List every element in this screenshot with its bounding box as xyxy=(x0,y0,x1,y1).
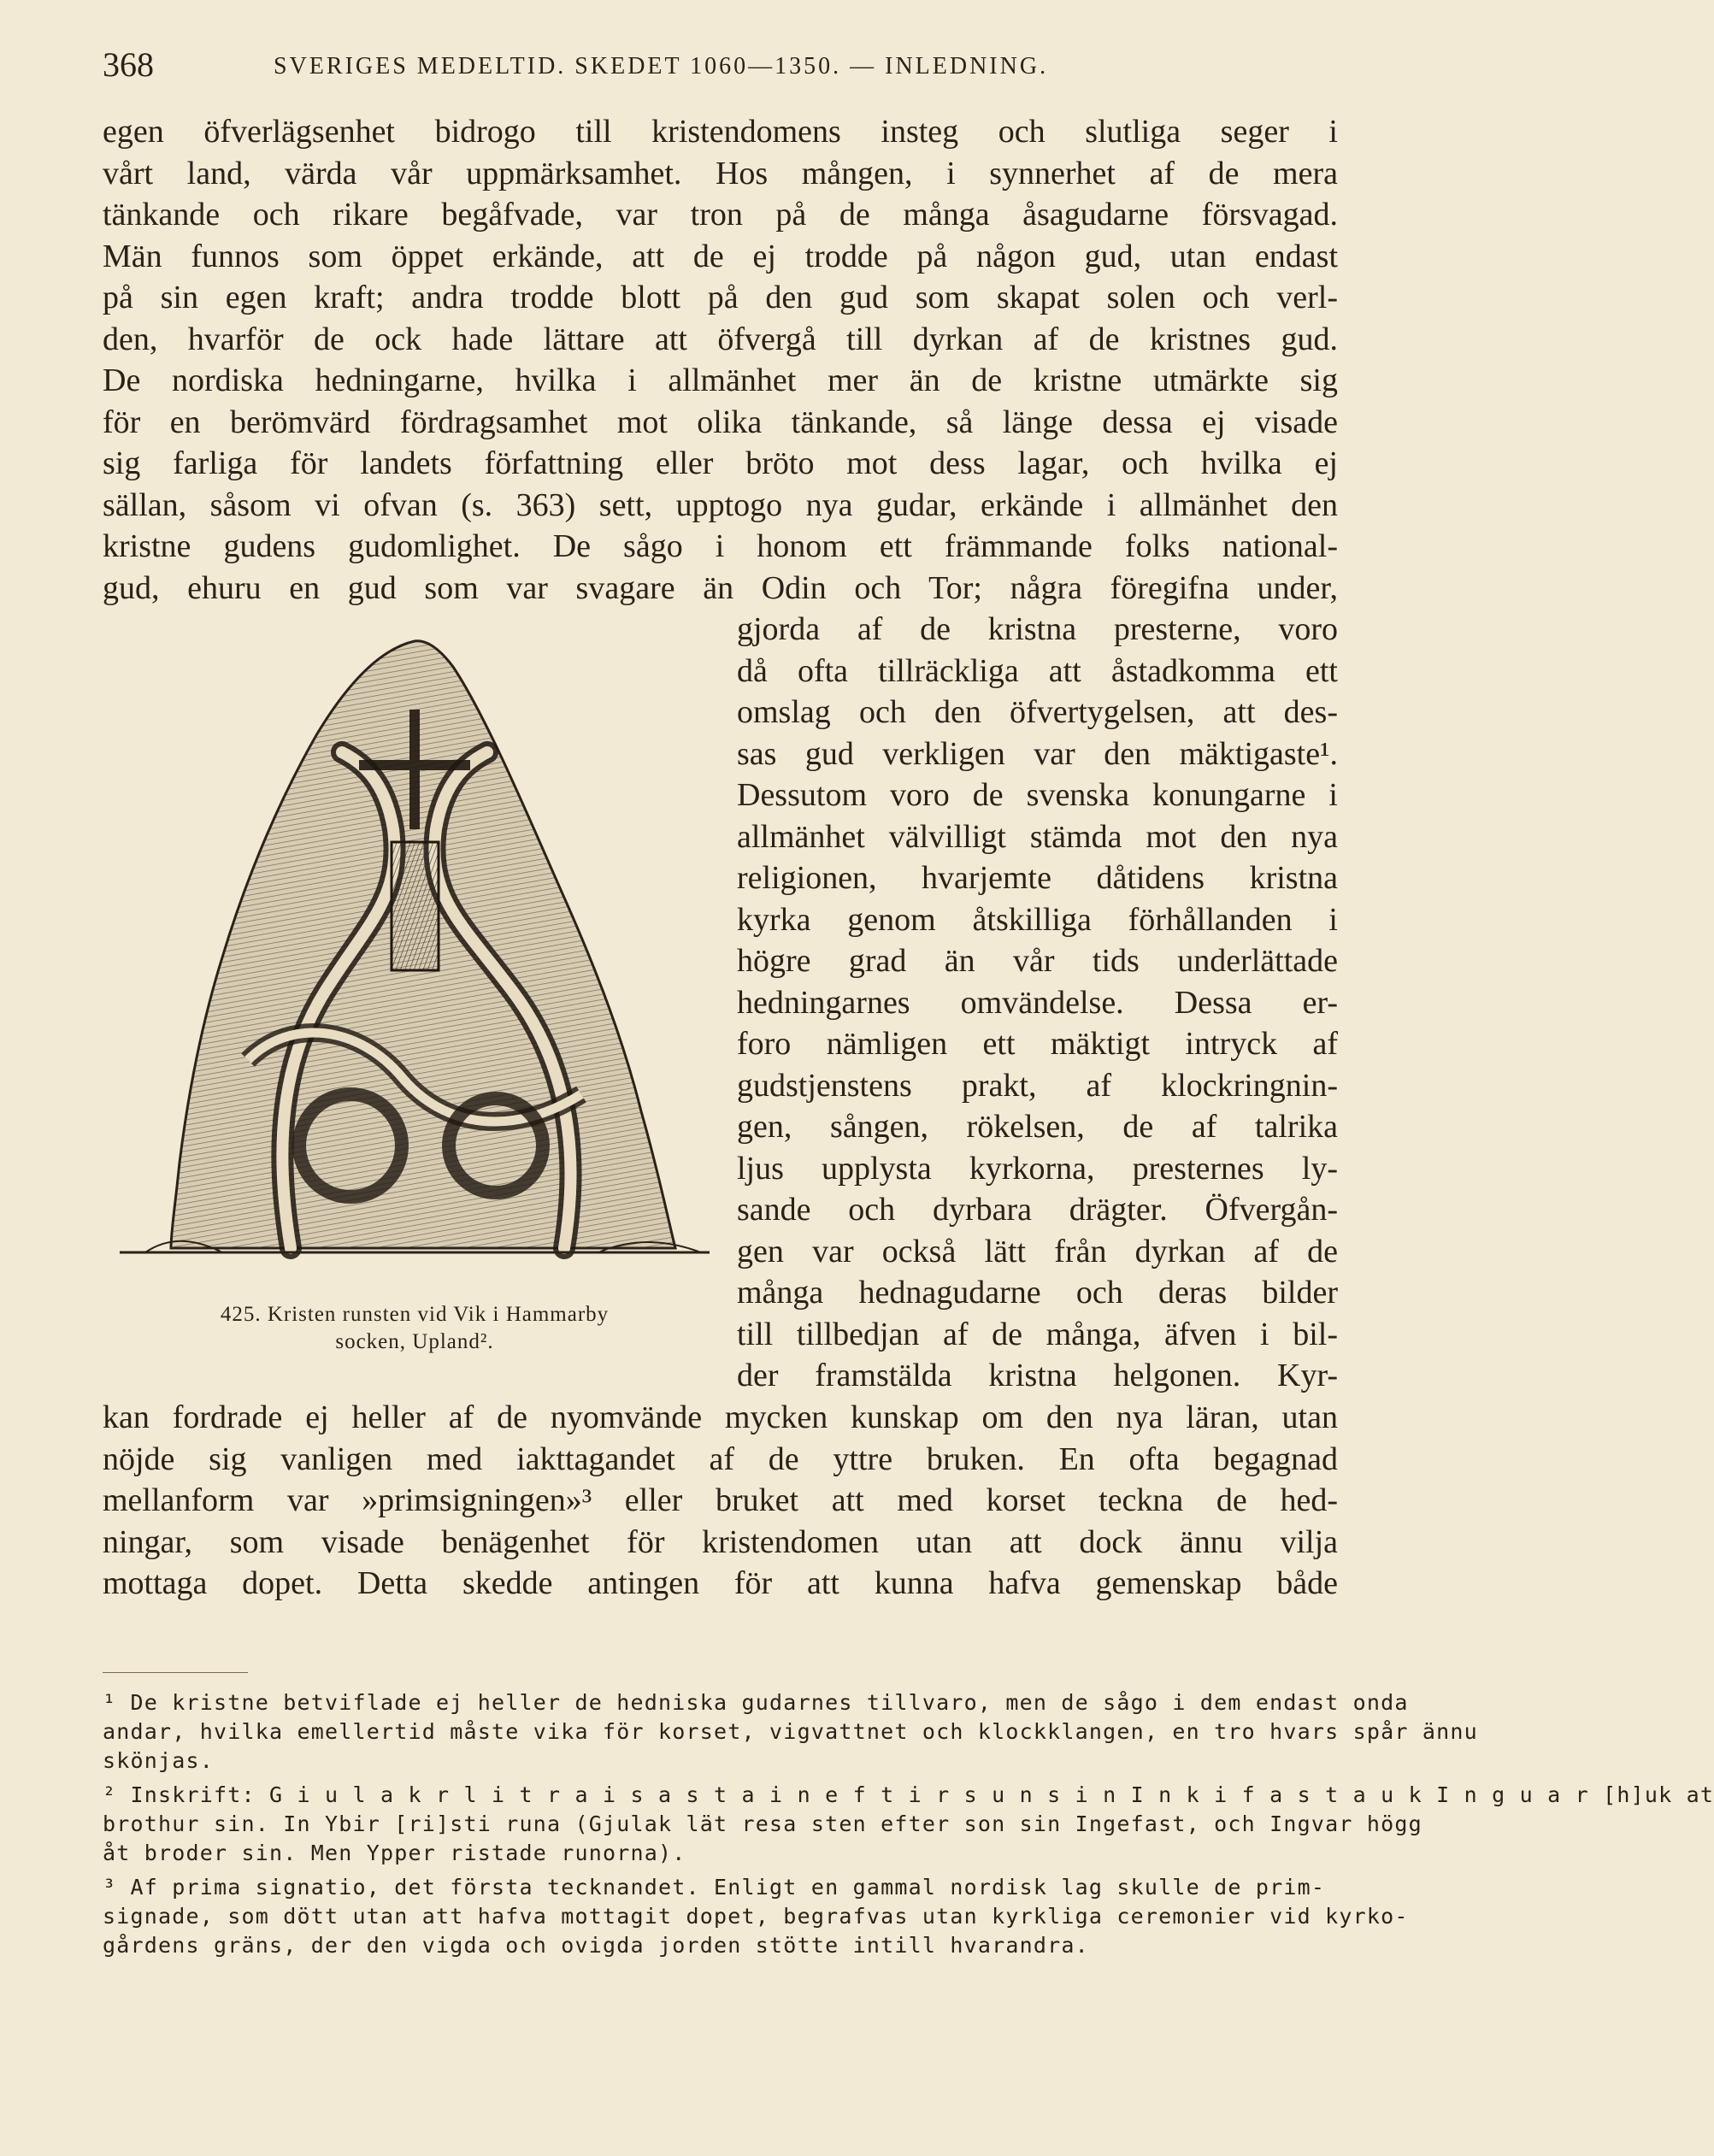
text-line: Dessutom voro de svenska konungarne i xyxy=(737,777,1338,813)
footnote-2 xyxy=(103,1781,1714,1868)
text-line: sas gud verkligen var den mäktigaste¹. xyxy=(737,735,1338,772)
text-line: De nordiska hedningarne, hvilka i allmänhet mer än de kristne utmärkte sig xyxy=(103,362,1338,398)
text-line: till tillbedjan af de många, äfven i bil- xyxy=(737,1316,1338,1352)
page-number: 368 xyxy=(103,45,154,84)
text-line: kyrka genom åtskilliga förhållanden i xyxy=(737,901,1338,938)
text-line: den, hvarför de ock hade lättare att öfvergå till dyrkan af de kristnes gud. xyxy=(103,321,1338,357)
footnote-line: andar, hvilka emellertid måste vika för korset, vigvattnet och klockklangen, en tro hvars spår ännu xyxy=(103,1719,1478,1744)
text-line: foro nämligen ett mäktigt intryck af xyxy=(737,1026,1338,1062)
text-line: Män funnos som öppet erkände, att de ej trodde på någon gud, utan endast xyxy=(103,238,1338,274)
caption-line: socken, Upland². xyxy=(335,1330,494,1353)
footnote-1 xyxy=(103,1688,1478,1776)
footnote-line: ³ Af prima signatio, det första tecknandet. Enligt en gammal nordisk lag skulle de prim- xyxy=(103,1875,1326,1900)
footnote-line: åt broder sin. Men Ypper ristade runorna). xyxy=(103,1841,686,1865)
text-line: högre grad än vår tids underlättade xyxy=(737,943,1338,979)
text-line: då ofta tillräckliga att åstadkomma ett xyxy=(737,652,1338,689)
text-line: gen var också lätt från dyrkan af de xyxy=(737,1233,1338,1269)
text-line: ljus upplysta kyrkorna, presternes ly- xyxy=(737,1150,1338,1187)
text-line: hedningarnes omvändelse. Dessa er- xyxy=(737,984,1338,1021)
footnote-line: skönjas. xyxy=(103,1748,215,1773)
text-line: der framstälda kristna helgonen. Kyr- xyxy=(737,1358,1338,1393)
text-line: kan fordrade ej heller af de nyomvände mycken kunskap om den nya läran, utan xyxy=(103,1399,1338,1435)
text-line: egen öfverlägsenhet bidrogo till kristendomens insteg och slutliga seger i xyxy=(103,114,1338,150)
text-line: många hednagudarne och deras bilder xyxy=(737,1275,1338,1311)
text-line: nöjde sig vanligen med iakttagandet af de yttre bruken. En ofta begagnad xyxy=(103,1440,1338,1477)
text-line: ningar, som visade benägenhet för kristendomen utan att dock ännu vilja xyxy=(103,1523,1338,1560)
text-line: sande och dyrbara drägter. Öfvergån- xyxy=(737,1192,1338,1228)
footnote-line: gårdens gräns, der den vigda och ovigda jorden stötte intill hvarandra. xyxy=(103,1933,1089,1958)
text-line: på sin egen kraft; andra trodde blott på den gud som skapat solen och verl- xyxy=(103,280,1338,315)
text-line: mottaga dopet. Detta skedde antingen för att kunna hafva gemenskap både xyxy=(103,1565,1338,1601)
footnote-line: signade, som dött utan att hafva mottagit dopet, begrafvas utan kyrkliga ceremonier vid kyrko- xyxy=(103,1904,1409,1929)
paragraph-top xyxy=(103,111,1338,609)
footnote-line: ² Inskrift: G i u l a k r l i t r a i s a s t a i n e f t i r s u n s i n I n k i f a s t a u k I n g u a r [h]uk at xyxy=(103,1782,1714,1807)
text-line: sig farliga för landets författning eller bröto mot dess lagar, och hvilka ej xyxy=(103,445,1338,481)
text-line: mellanform var »primsigningen»³ eller bruket att med korset teckna de hed- xyxy=(103,1482,1338,1518)
footnotes xyxy=(103,1688,1714,1965)
text-line: vårt land, värda vår uppmärksamhet. Hos mången, i synnerhet af de mera xyxy=(103,155,1338,191)
text-line: allmänhet välvilligt stämda mot den nya xyxy=(737,818,1338,855)
text-line: gjorda af de kristna presterne, voro xyxy=(737,611,1338,647)
text-line: sällan, såsom vi ofvan (s. 363) sett, upptogo nya gudar, erkände i allmänhet den xyxy=(103,486,1338,523)
footnote-rule xyxy=(103,1672,248,1673)
figure-caption xyxy=(120,1301,710,1356)
main-text xyxy=(103,111,1338,1605)
runestone-figure xyxy=(120,616,710,1385)
text-line: för en berömvärd fördragsamhet mot olika tänkande, så länge dessa ej visade xyxy=(103,404,1338,440)
text-line: gudstjenstens prakt, af klockringnin- xyxy=(737,1067,1338,1104)
footnote-3 xyxy=(103,1873,1409,1960)
running-title: SVERIGES MEDELTID. SKEDET 1060—1350. — INLEDNING. xyxy=(274,53,1049,80)
footnote-line: brothur sin. In Ybir [ri]sti runa (Gjulak lät resa sten efter son sin Ingefast, och Ingvar högg xyxy=(103,1811,1422,1836)
text-line: gud, ehuru en gud som var svagare än Odin och Tor; några föregifna under, xyxy=(103,569,1338,606)
caption-line: 425. Kristen runsten vid Vik i Hammarby xyxy=(220,1303,610,1326)
figure-wrap-zone xyxy=(103,609,1338,1438)
text-line: tänkande och rikare begåfvade, var tron på de många åsagudarne försvagad. xyxy=(103,197,1338,233)
paragraph-beside-figure xyxy=(737,609,1338,1397)
text-line: omslag och den öfvertygelsen, att des- xyxy=(737,694,1338,730)
runestone-illustration xyxy=(120,616,710,1299)
footnote-line: ¹ De kristne betviflade ej heller de hedniska gudarnes tillvaro, men de sågo i dem endast onda xyxy=(103,1690,1409,1715)
page-header xyxy=(103,44,1334,82)
text-line: gen, sången, rökelsen, de af talrika xyxy=(737,1109,1338,1145)
text-line: kristne gudens gudomlighet. De sågo i honom ett främmande folks national- xyxy=(103,528,1338,564)
text-line: religionen, hvarjemte dåtidens kristna xyxy=(737,860,1338,896)
